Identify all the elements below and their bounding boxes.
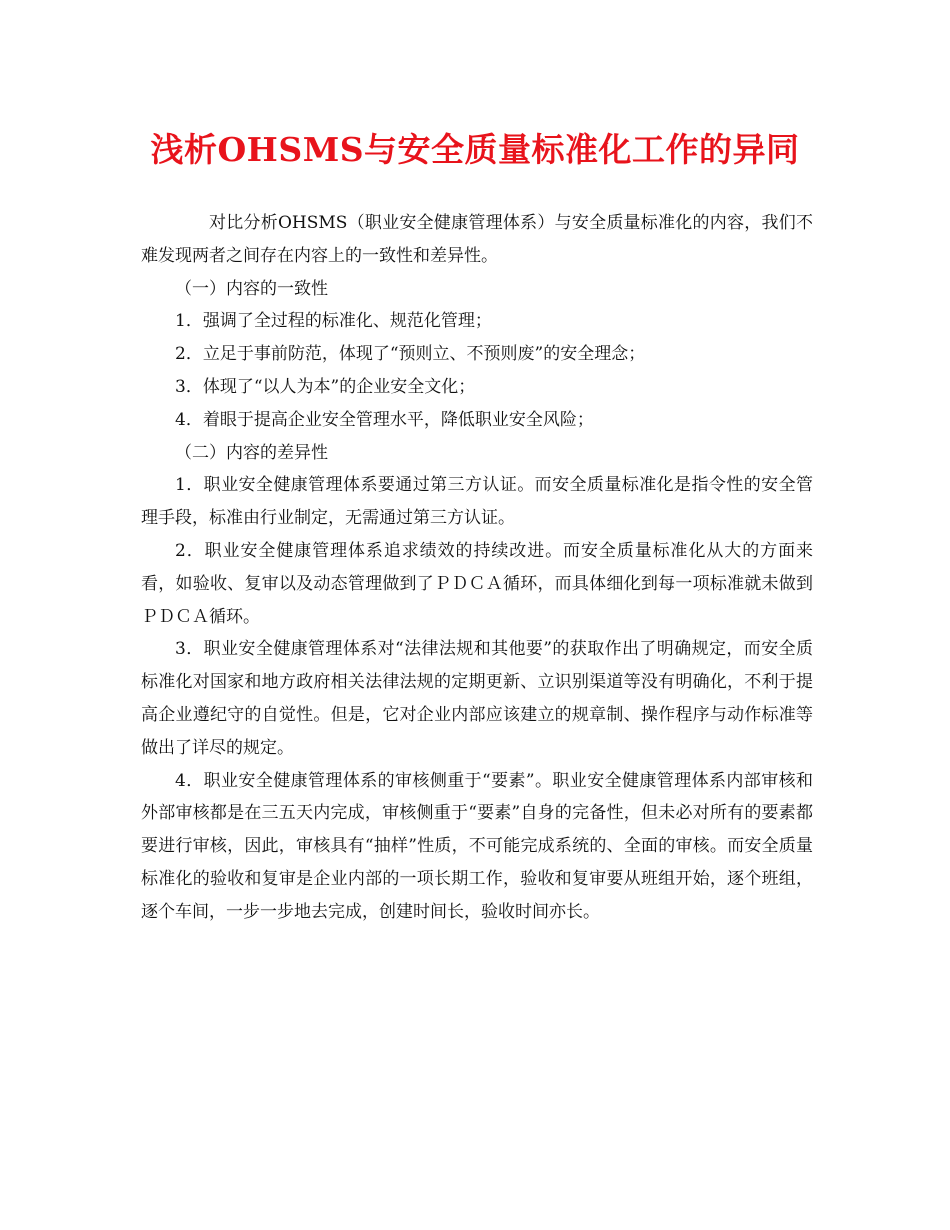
difference-item: 3．职业安全健康管理体系对“法律法规和其他要”的获取作出了明确规定，而安全质标准化对国家和地方政府相关法律法规的定期更新、立识别渠道等没有明确化，不利于提高企业遵纪守的自觉性。但是，它对企业内部应该建立的规章制、操作程序与动作标准等做出了详尽的规定。 [141,639,813,758]
difference-item: 4．职业安全健康管理体系的审核侧重于“要素”。职业安全健康管理体系内部审核和外部审核都是在三五天内完成，审核侧重于“要素”自身的完备性，但未必对所有的要素都要进行审核，因此，审核具有“抽样”性质，不可能完成系统的、全面的审核。而安全质量标准化的验收和复审是企业内部的一项长期工作，验收和复审要从班组开始，逐个班组，逐个车间，一步一步地去完成，创建时间长，验收时间亦长。 [141,770,813,922]
consistency-item: 1．强调了全过程的标准化、规范化管理； [175,311,492,332]
document-title: 浅析OHSMS与安全质量标准化工作的异同 [150,130,800,169]
consistency-item: 3．体现了“以人为本”的企业安全文化； [175,376,476,397]
section-heading-difference: （二）内容的差异性 [175,442,328,463]
section-heading-consistency: （一）内容的一致性 [175,278,328,299]
difference-item: 1．职业安全健康管理体系要通过第三方认证。而安全质量标准化是指令性的安全管理手段，标准由行业制定，无需通过第三方认证。 [141,475,813,529]
intro-paragraph: 对比分析OHSMS（职业安全健康管理体系）与安全质量标准化的内容，我们不难发现两者之间存在内容上的一致性和差异性。 [141,213,813,266]
document-body [141,207,813,929]
consistency-item: 4．着眼于提高企业安全管理水平，降低职业安全风险； [175,409,594,430]
difference-item: 2．职业安全健康管理体系追求绩效的持续改进。而安全质量标准化从大的方面来看，如验收、复审以及动态管理做到了ＰＤＣＡ循环，而具体细化到每一项标准就未做到ＰＤＣＡ循环。 [141,540,813,627]
consistency-item: 2．立足于事前防范，体现了“预则立、不预则废”的安全理念； [175,344,646,365]
